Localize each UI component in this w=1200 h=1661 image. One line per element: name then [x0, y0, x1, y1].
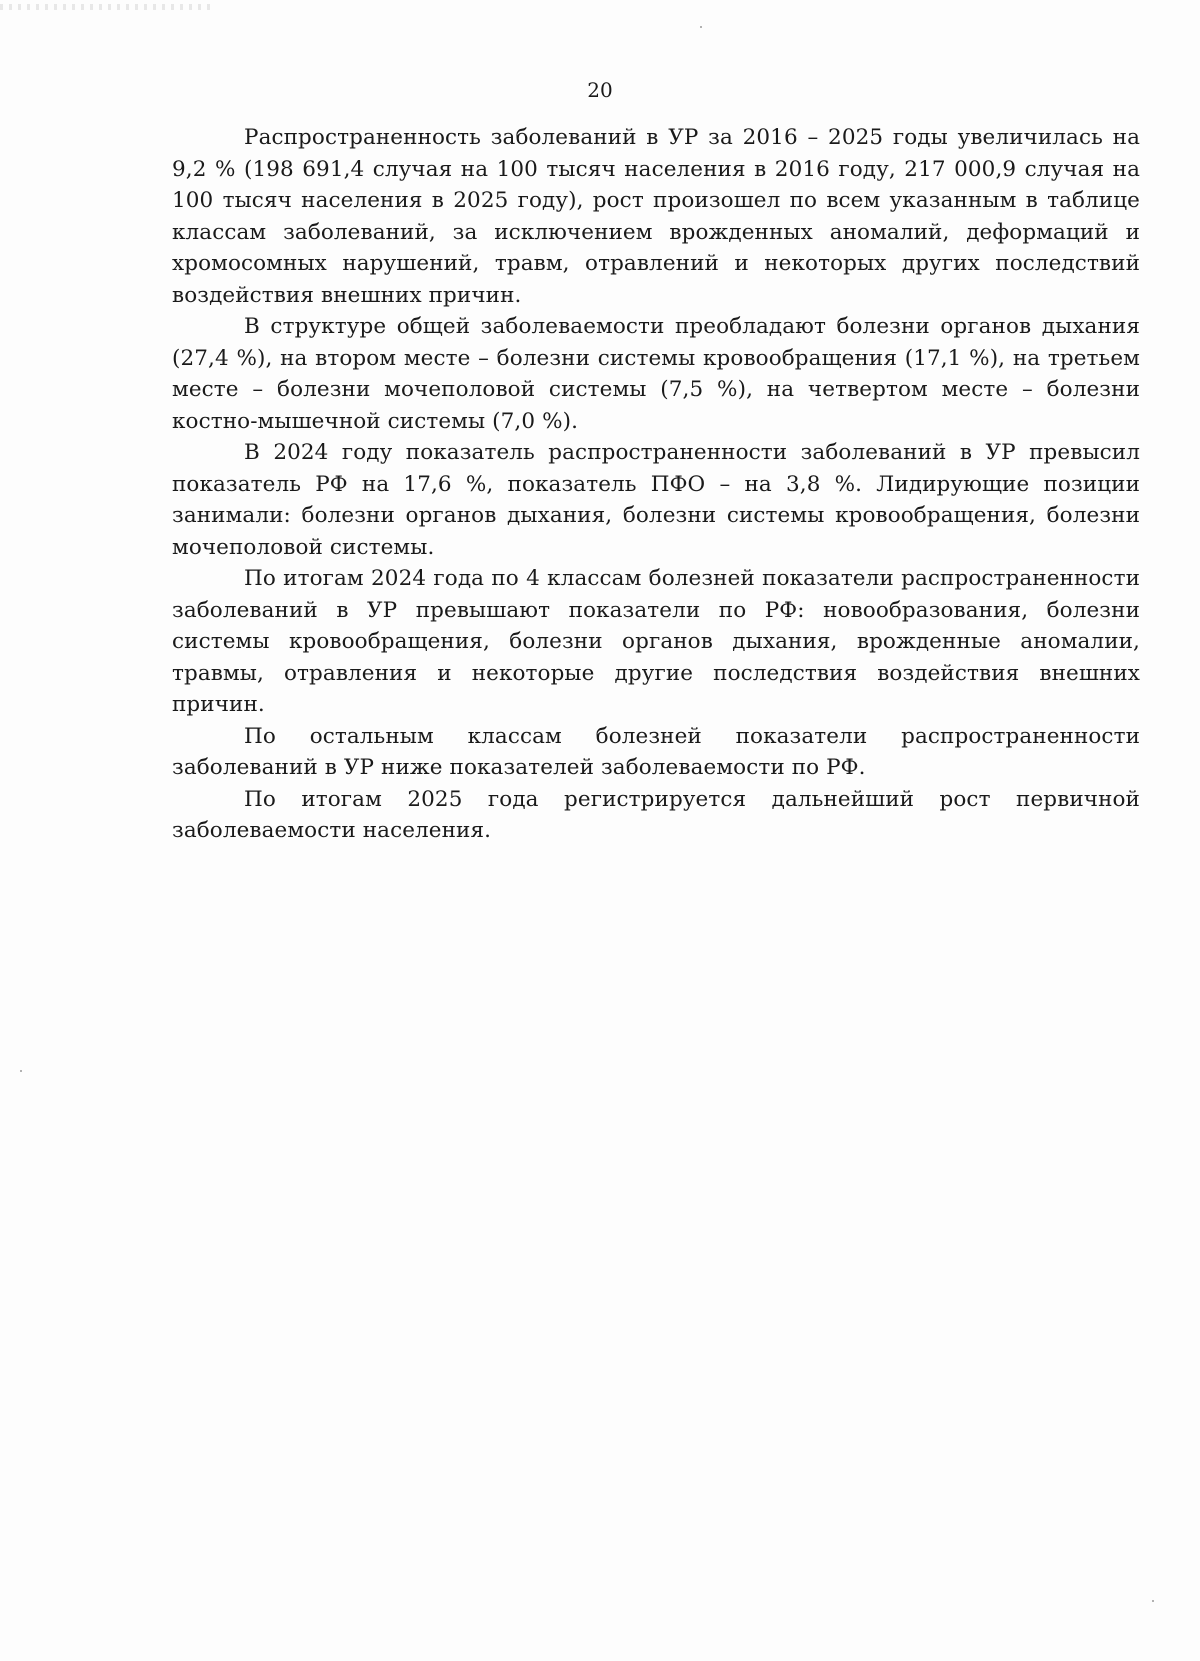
- scan-edge-artifact: [0, 4, 210, 10]
- document-body: [172, 122, 1140, 847]
- scan-speck: [1152, 1600, 1154, 1602]
- paragraph-2024-comparison: В 2024 году показатель распространенности заболеваний в УР превысил показатель РФ на 17,6 %, показатель ПФО – на 3,8 %. Лидирующие позиции занимали: болезни органов дыхания, болезни системы кровообращения, болезни мочеполовой системы.: [172, 440, 1140, 560]
- page-number: 20: [587, 78, 613, 102]
- paragraph-other-classes: По остальным классам болезней показатели распространенности заболеваний в УР ниже показателей заболеваемости по РФ.: [172, 723, 1140, 780]
- paragraph-prevalence-growth: Распространенность заболеваний в УР за 2016 – 2025 годы увеличилась на 9,2 % (198 691,4 случая на 100 тысяч населения в 2016 году, 217 000,9 случая на 100 тысяч населения в 2025 году), рост произошел по всем указанным в таблице классам заболеваний, за исключением врожденных аномалий, деформаций и хромосомных нарушений, травм, отравлений и некоторых других последствий воздействия внешних причин.: [172, 125, 1140, 308]
- paragraph-2025-trend: По итогам 2025 года регистрируется дальнейший рост первичной заболеваемости населения.: [172, 786, 1140, 843]
- paragraph-2024-exceeding-classes: По итогам 2024 года по 4 классам болезней показатели распространенности заболеваний в УР превышают показатели по РФ: новообразования, болезни системы кровообращения, болезни органов дыхания, врожденные аномалии, травмы, отравления и некоторые другие последствия воздействия внешних причин.: [172, 566, 1140, 717]
- scan-speck: [700, 26, 702, 28]
- scan-speck: [20, 1070, 22, 1072]
- paragraph-morbidity-structure: В структуре общей заболеваемости преобладают болезни органов дыхания (27,4 %), на втором месте – болезни системы кровообращения (17,1 %), на третьем месте – болезни мочеполовой системы (7,5 %), на четвертом месте – болезни костно-мышечной системы (7,0 %).: [172, 314, 1140, 434]
